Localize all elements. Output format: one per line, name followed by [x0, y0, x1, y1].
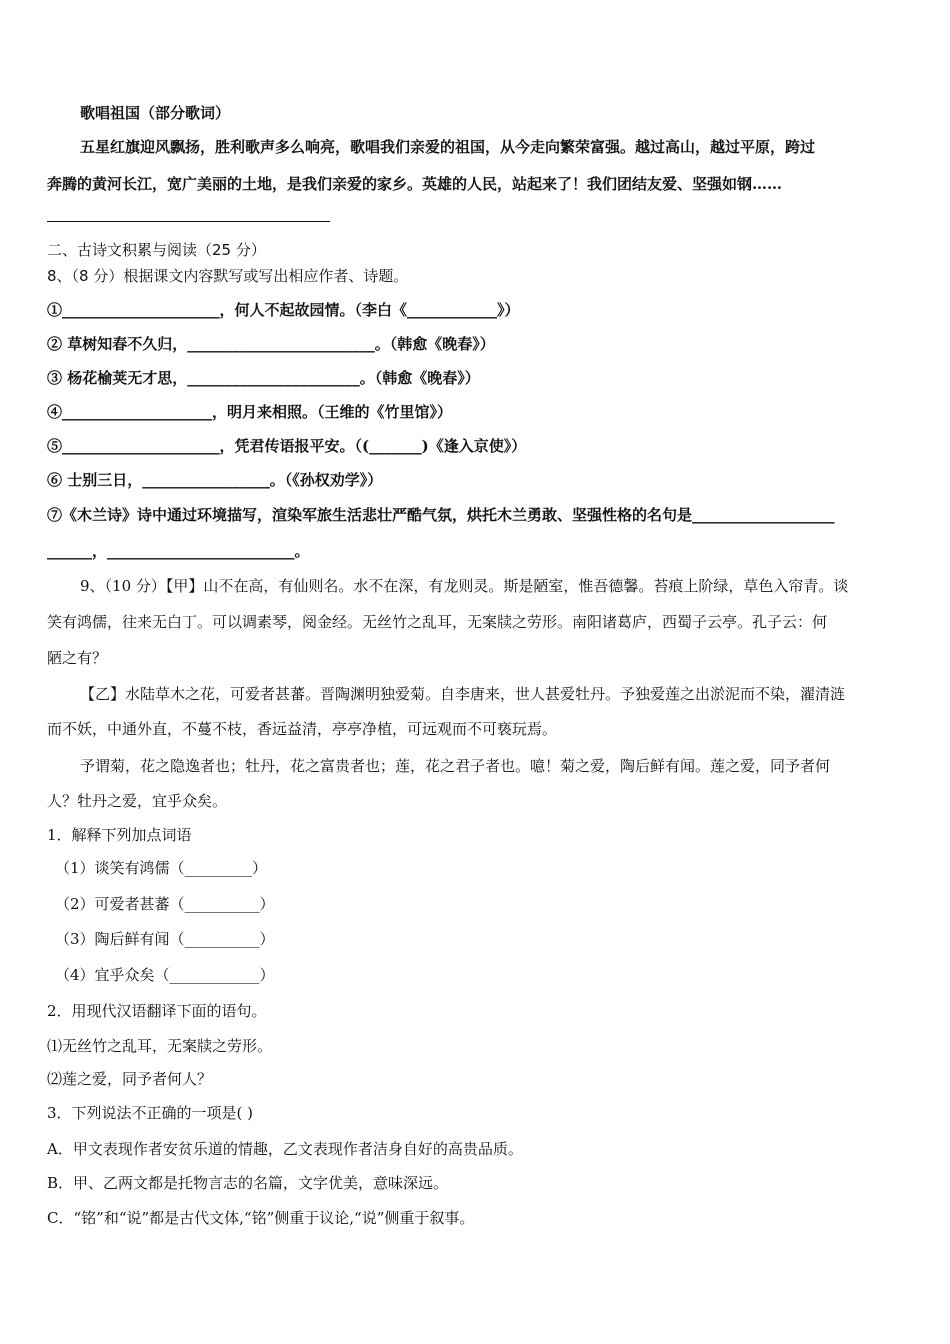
section-heading: 二、古诗文积累与阅读（25 分）: [47, 241, 266, 259]
q9-sub1-item-1: （1）谈笑有鸿儒（_________）: [55, 859, 268, 877]
q8-item-4: ④____________________，明月来相照。（王维的《竹里馆》）: [47, 403, 453, 421]
q9-option-c: C．“铭”和“说”都是古代文体,“铭”侧重于议论,“说”侧重于叙事。: [47, 1209, 475, 1227]
q9-jia-line-3: 陋之有？: [47, 649, 108, 667]
q9-sub2-item-2: ⑵莲之爱，同予者何人？: [47, 1070, 213, 1088]
q8-item-2: ② 草树知春不久归，_________________________。（韩愈《晚春》）: [47, 335, 495, 353]
q8-item-6: ⑥ 士别三日，_________________。（《孙权劝学》）: [47, 471, 383, 489]
q8-item-1: ①_____________________，何人不起故园情。（李白《____________》）: [47, 301, 520, 319]
q9-jia-line-1: 9、（10 分）【甲】山不在高，有仙则名。水不在深，有龙则灵。斯是陋室，惟吾德馨。苔痕上阶绿，草色入帘青。谈: [80, 577, 849, 595]
q9-sub1-stem: 1．解释下列加点词语: [47, 826, 192, 844]
q9-sub1-item-4: （4）宜乎众矣（____________）: [55, 966, 275, 984]
song-lyric-line-1: 五星红旗迎风飘扬，胜利歌声多么响亮，歌唱我们亲爱的祖国，从今走向繁荣富强。越过高山，越过平原，跨过: [80, 138, 816, 156]
song-lyric-line-2: 奔腾的黄河长江，宽广美丽的土地，是我们亲爱的家乡。英雄的人民，站起来了！我们团结友爱、坚强如钢……: [47, 175, 783, 193]
q9-sub2-item-1: ⑴无丝竹之乱耳，无案牍之劳形。: [47, 1037, 273, 1055]
q9-sub1-item-2: （2）可爱者甚蕃（__________）: [55, 895, 275, 913]
q8-item-3: ③ 杨花榆荚无才思，_______________________。（韩愈《晚春》）: [47, 369, 480, 387]
q9-yi-line-2: 而不妖，中通外直，不蔓不枝，香远益清，亭亭净植，可远观而不可亵玩焉。: [47, 720, 558, 738]
q8-item-7: ⑦《木兰诗》诗中通过环境描写，渲染军旅生活悲壮严酷气氛，烘托木兰勇敢、坚强性格的名句是___________________: [47, 506, 835, 524]
q9-sub1-item-3: （3）陶后鲜有闻（__________）: [55, 930, 275, 948]
q9-yi-line-4: 人？牡丹之爱，宜乎众矣。: [47, 792, 228, 810]
q8-item-5: ⑤_____________________，凭君传语报平安。（(_______)《逢入京使》）: [47, 437, 527, 455]
q8-item-7-cont: ______，_________________________。: [47, 542, 310, 560]
q8-stem: 8、（8 分）根据课文内容默写或写出相应作者、诗题。: [47, 267, 409, 285]
q9-option-a: A．甲文表现作者安贫乐道的情趣，乙文表现作者洁身自好的高贵品质。: [47, 1140, 523, 1158]
q9-sub3-stem: 3．下列说法不正确的一项是( ): [47, 1104, 254, 1122]
answer-rule: [47, 221, 330, 222]
q9-yi-line-3: 予谓菊，花之隐逸者也；牡丹，花之富贵者也；莲，花之君子者也。噫！菊之爱，陶后鲜有闻。莲之爱，同予者何: [80, 757, 831, 775]
q9-yi-line-1: 【乙】水陆草木之花，可爱者甚蕃。晋陶渊明独爱菊。自李唐来，世人甚爱牡丹。予独爱莲之出淤泥而不染，濯清涟: [80, 685, 846, 703]
q9-option-b: B．甲、乙两文都是托物言志的名篇，文字优美，意味深远。: [47, 1174, 449, 1192]
song-title: 歌唱祖国（部分歌词）: [80, 104, 231, 122]
q9-jia-line-2: 笑有鸿儒，往来无白丁。可以调素琴，阅金经。无丝竹之乱耳，无案牍之劳形。南阳诸葛庐，西蜀子云亭。孔子云：何: [47, 613, 828, 631]
q9-sub2-stem: 2．用现代汉语翻译下面的语句。: [47, 1002, 267, 1020]
